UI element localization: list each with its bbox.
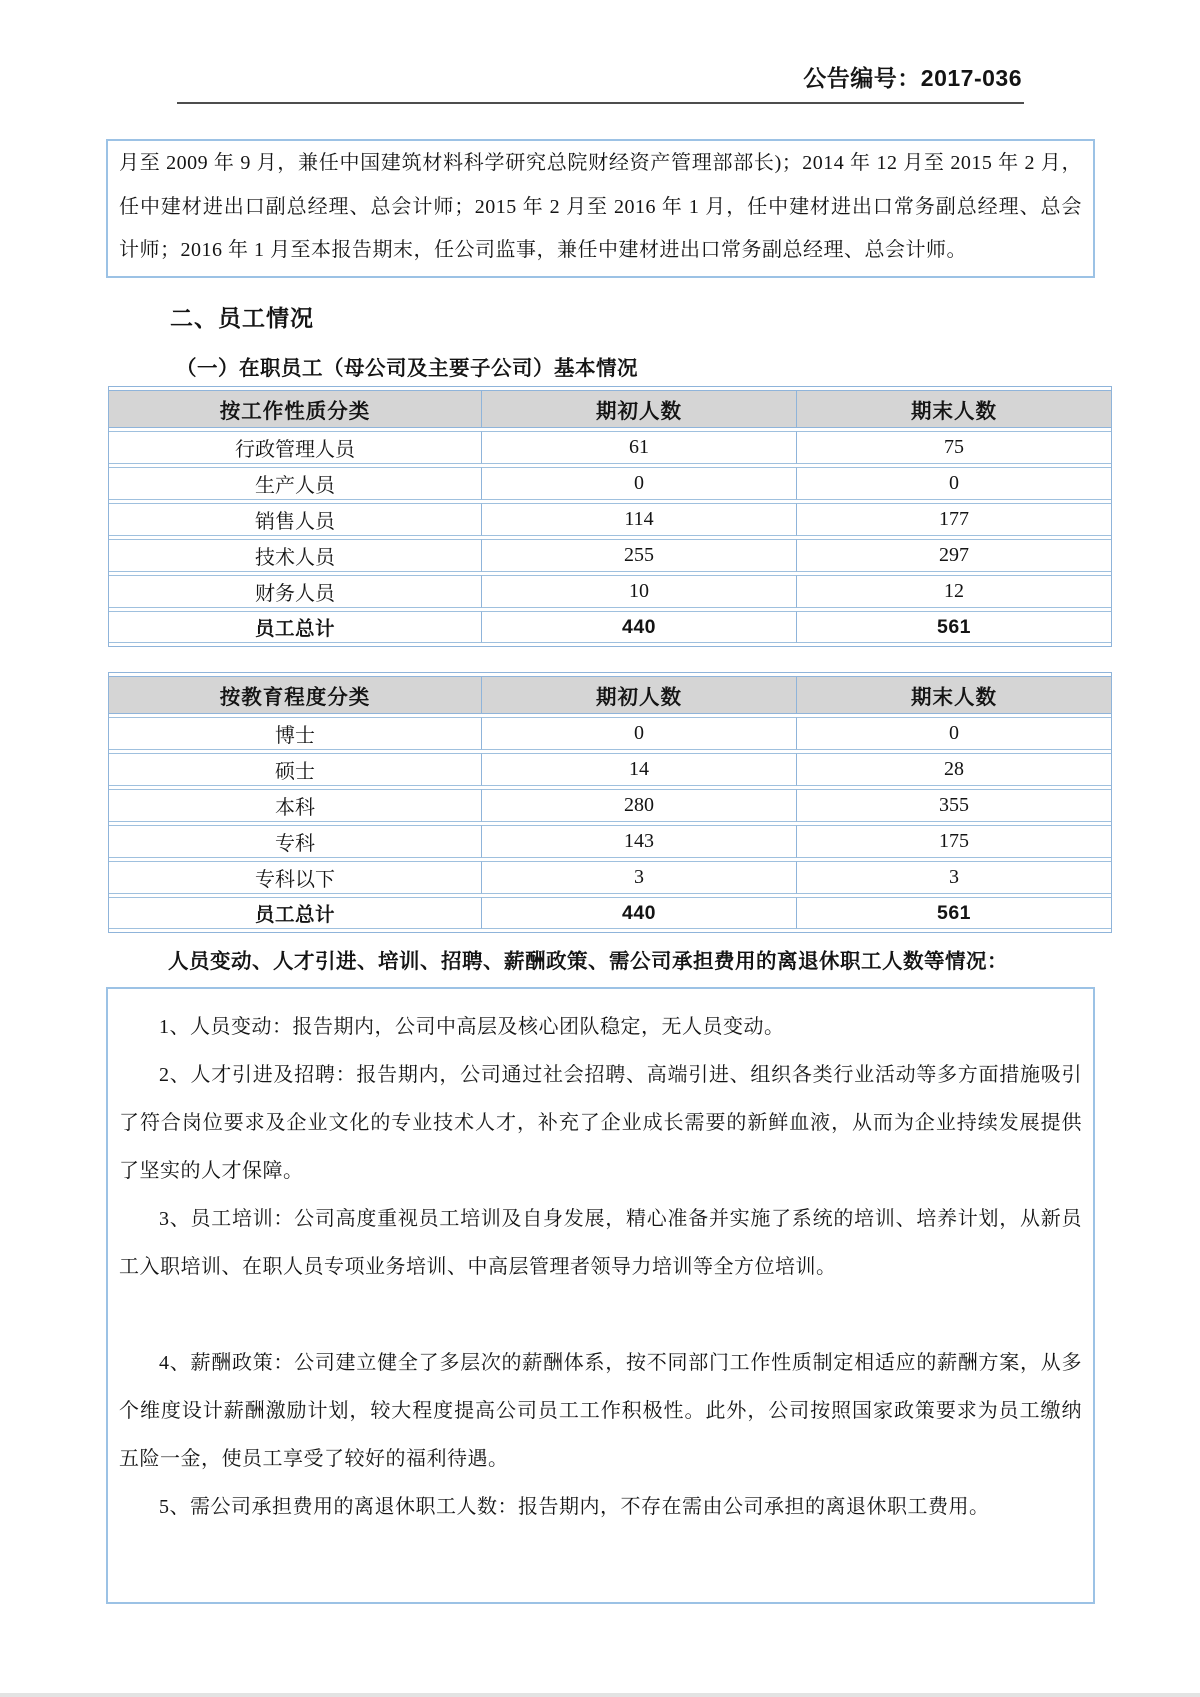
table-cell: 0 [481,717,796,750]
table-cell: 博士 [109,717,481,750]
table-cell: 0 [796,717,1111,750]
table-cell: 143 [481,825,796,858]
table-cell: 114 [481,503,796,536]
table-row [109,897,1111,929]
table-cell: 12 [796,575,1111,608]
table-cell: 专科 [109,825,481,858]
table-cell: 440 [481,611,796,643]
table-row [109,825,1111,858]
table-row [109,575,1111,608]
table-cell: 技术人员 [109,539,481,572]
table-row [109,467,1111,500]
note-paragraph: 3、员工培训：公司高度重视员工培训及自身发展，精心准备并实施了系统的培训、培养计划，从新员工入职培训、在职人员专项业务培训、中高层管理者领导力培训等全方位培训。 [119,1208,1082,1278]
table-cell: 280 [481,789,796,822]
table-row [109,717,1111,750]
employee-table-by-education [108,672,1112,933]
note-paragraph: 4、薪酬政策：公司建立健全了多层次的薪酬体系，按不同部门工作性质制定相适应的薪酬方案，从多个维度设计薪酬激励计划，较大程度提高公司员工工作积极性。此外，公司按照国家政策要求为员工缴纳五险一金，使员工享受了较好的福利待遇。 [119,1352,1082,1470]
table-cell: 3 [481,861,796,894]
notes-box [106,987,1095,1604]
table-cell: 61 [481,431,796,464]
table-cell: 14 [481,753,796,786]
table-cell: 440 [481,897,796,929]
notes-lead: 人员变动、人才引进、培训、招聘、薪酬政策、需公司承担费用的离退休职工人数等情况： [168,950,1008,973]
table-cell: 0 [481,467,796,500]
table-row [109,789,1111,822]
table-cell: 561 [796,611,1111,643]
table-cell: 3 [796,861,1111,894]
table-cell: 行政管理人员 [109,431,481,464]
table-cell: 177 [796,503,1111,536]
table-cell: 生产人员 [109,467,481,500]
table-row [109,753,1111,786]
table-cell: 175 [796,825,1111,858]
table-cell: 硕士 [109,753,481,786]
table-cell: 销售人员 [109,503,481,536]
table-cell: 255 [481,539,796,572]
table-cell: 28 [796,753,1111,786]
table-header-cell: 按教育程度分类 [109,676,481,714]
section-heading: 二、员工情况 [170,305,314,331]
table-cell: 10 [481,575,796,608]
section-subheading: （一）在职员工（母公司及主要子公司）基本情况 [176,357,638,380]
table-row [109,861,1111,894]
note-paragraph: 2、人才引进及招聘：报告期内，公司通过社会招聘、高端引进、组织各类行业活动等多方面措施吸引了符合岗位要求及企业文化的专业技术人才，补充了企业成长需要的新鲜血液，从而为企业持续发展提供了坚实的人才保障。 [119,1064,1082,1182]
table-header-row [109,676,1111,714]
table-cell: 75 [796,431,1111,464]
table-cell: 员工总计 [109,897,481,929]
table-cell: 本科 [109,789,481,822]
page-bottom-edge [0,1693,1200,1697]
table-header-cell: 期初人数 [481,390,796,428]
table-row [109,539,1111,572]
table-header-cell: 期末人数 [796,676,1111,714]
table-cell: 员工总计 [109,611,481,643]
intro-box: 月至 2009 年 9 月，兼任中国建筑材料科学研究总院财经资产管理部部长)；2014 年 12 月至 2015 年 2 月，任中建材进出口副总经理、总会计师；2015 年 2 月至 2016 年 1 月，任中建材进出口常务副总经理、总会计师；2016 年 1 月至本报告期末，任公司监事，兼任中建材进出口常务副总经理、总会计师。 [106,139,1095,278]
table-cell: 355 [796,789,1111,822]
employee-table-by-job [108,386,1112,647]
table-row [109,431,1111,464]
table-header-cell: 期末人数 [796,390,1111,428]
table-cell: 0 [796,467,1111,500]
table-header-cell: 按工作性质分类 [109,390,481,428]
table-header-row [109,390,1111,428]
table-cell: 561 [796,897,1111,929]
table-cell: 财务人员 [109,575,481,608]
table-row [109,503,1111,536]
announcement-number: 公告编号：2017-036 [803,65,1022,91]
note-paragraph: 5、需公司承担费用的离退休职工人数：报告期内，不存在需由公司承担的离退休职工费用。 [159,1496,990,1518]
table-cell: 297 [796,539,1111,572]
table-header-cell: 期初人数 [481,676,796,714]
note-paragraph: 1、人员变动：报告期内，公司中高层及核心团队稳定，无人员变动。 [159,1016,785,1038]
header-rule [177,102,1024,104]
table-cell: 专科以下 [109,861,481,894]
table-row [109,611,1111,643]
